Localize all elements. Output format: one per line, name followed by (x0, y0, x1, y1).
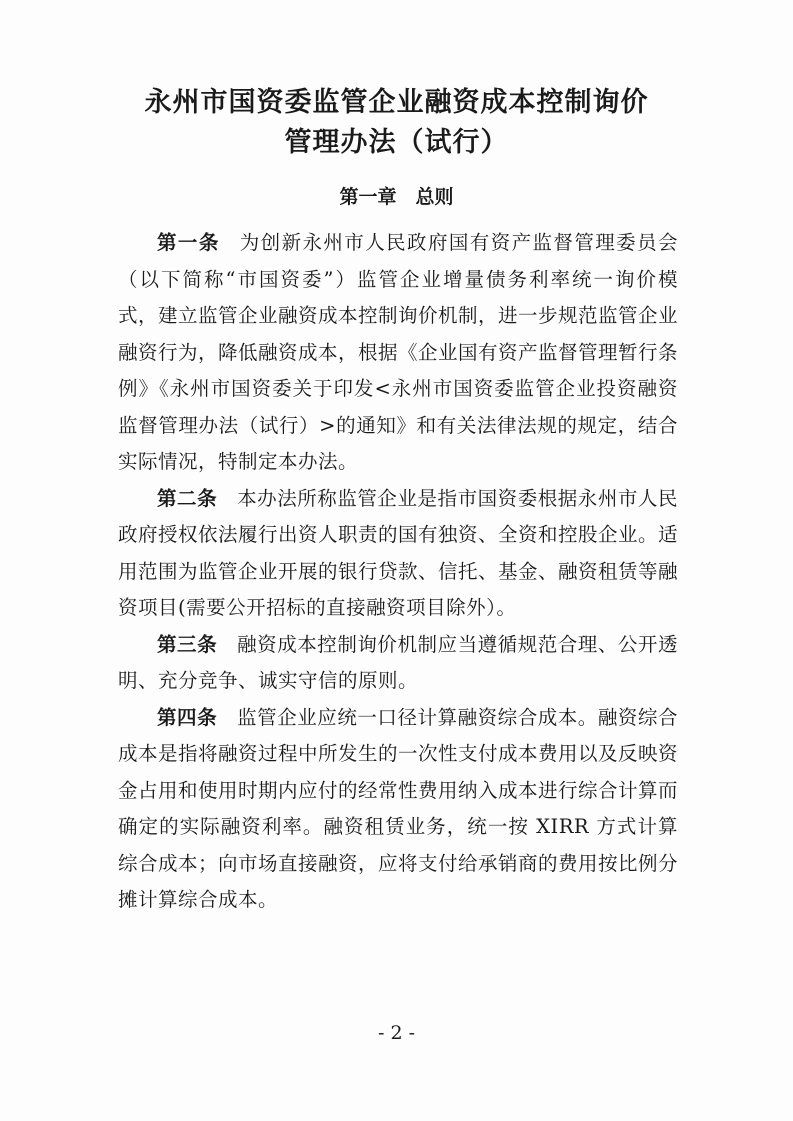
article-text: 监管企业应统一口径计算融资综合成本。融资综合成本是指将融资过程中所发生的一次性支付成本费用以及反映资金占用和使用时期内应付的经常性费用纳入成本进行综合计算而确定的实际融资利率。融资租赁业务，统一按 XIRR 方式计算综合成本；向市场直接融资，应将支付给承销商的费用按比例分摊计算综合成本。 (118, 705, 679, 911)
article-2 (118, 481, 678, 627)
article-3 (118, 627, 678, 700)
chapter-heading: 第一章 总则 (339, 186, 454, 208)
document-body (118, 225, 678, 919)
document-title-line2: 管理办法（试行） (284, 127, 509, 158)
article-number: 第三条 (157, 632, 218, 656)
article-text: 本办法所称监管企业是指市国资委根据永州市人民政府授权依法履行出资人职责的国有独资、全资和控股企业。适用范围为监管企业开展的银行贷款、信托、基金、融资租赁等融资项目(需要公开招标的直接融资项目除外）。 (118, 486, 679, 619)
article-text: 融资成本控制询价机制应当遵循规范合理、公开透明、充分竞争、诚实守信的原则。 (118, 632, 678, 692)
article-number: 第四条 (157, 705, 218, 729)
article-4 (118, 700, 678, 919)
article-1 (118, 225, 678, 481)
article-text: 为创新永州市人民政府国有资产监督管理委员会（以下简称“市国资委”）监管企业增量债务利率统一询价模式，建立监管企业融资成本控制询价机制，进一步规范监管企业融资行为，降低融资成本，根据《企业国有资产监督管理暂行条例》《永州市国资委关于印发<永州市国资委监管企业投资融资监督管理办法（试行）>的通知》和有关法律法规的规定，结合实际情况，特制定本办法。 (118, 231, 679, 473)
article-number: 第二条 (157, 486, 218, 510)
page-number: - 2 - (377, 1022, 415, 1044)
document-title-line1: 永州市国资委监管企业融资成本控制询价 (144, 87, 649, 118)
article-number: 第一条 (157, 231, 220, 254)
